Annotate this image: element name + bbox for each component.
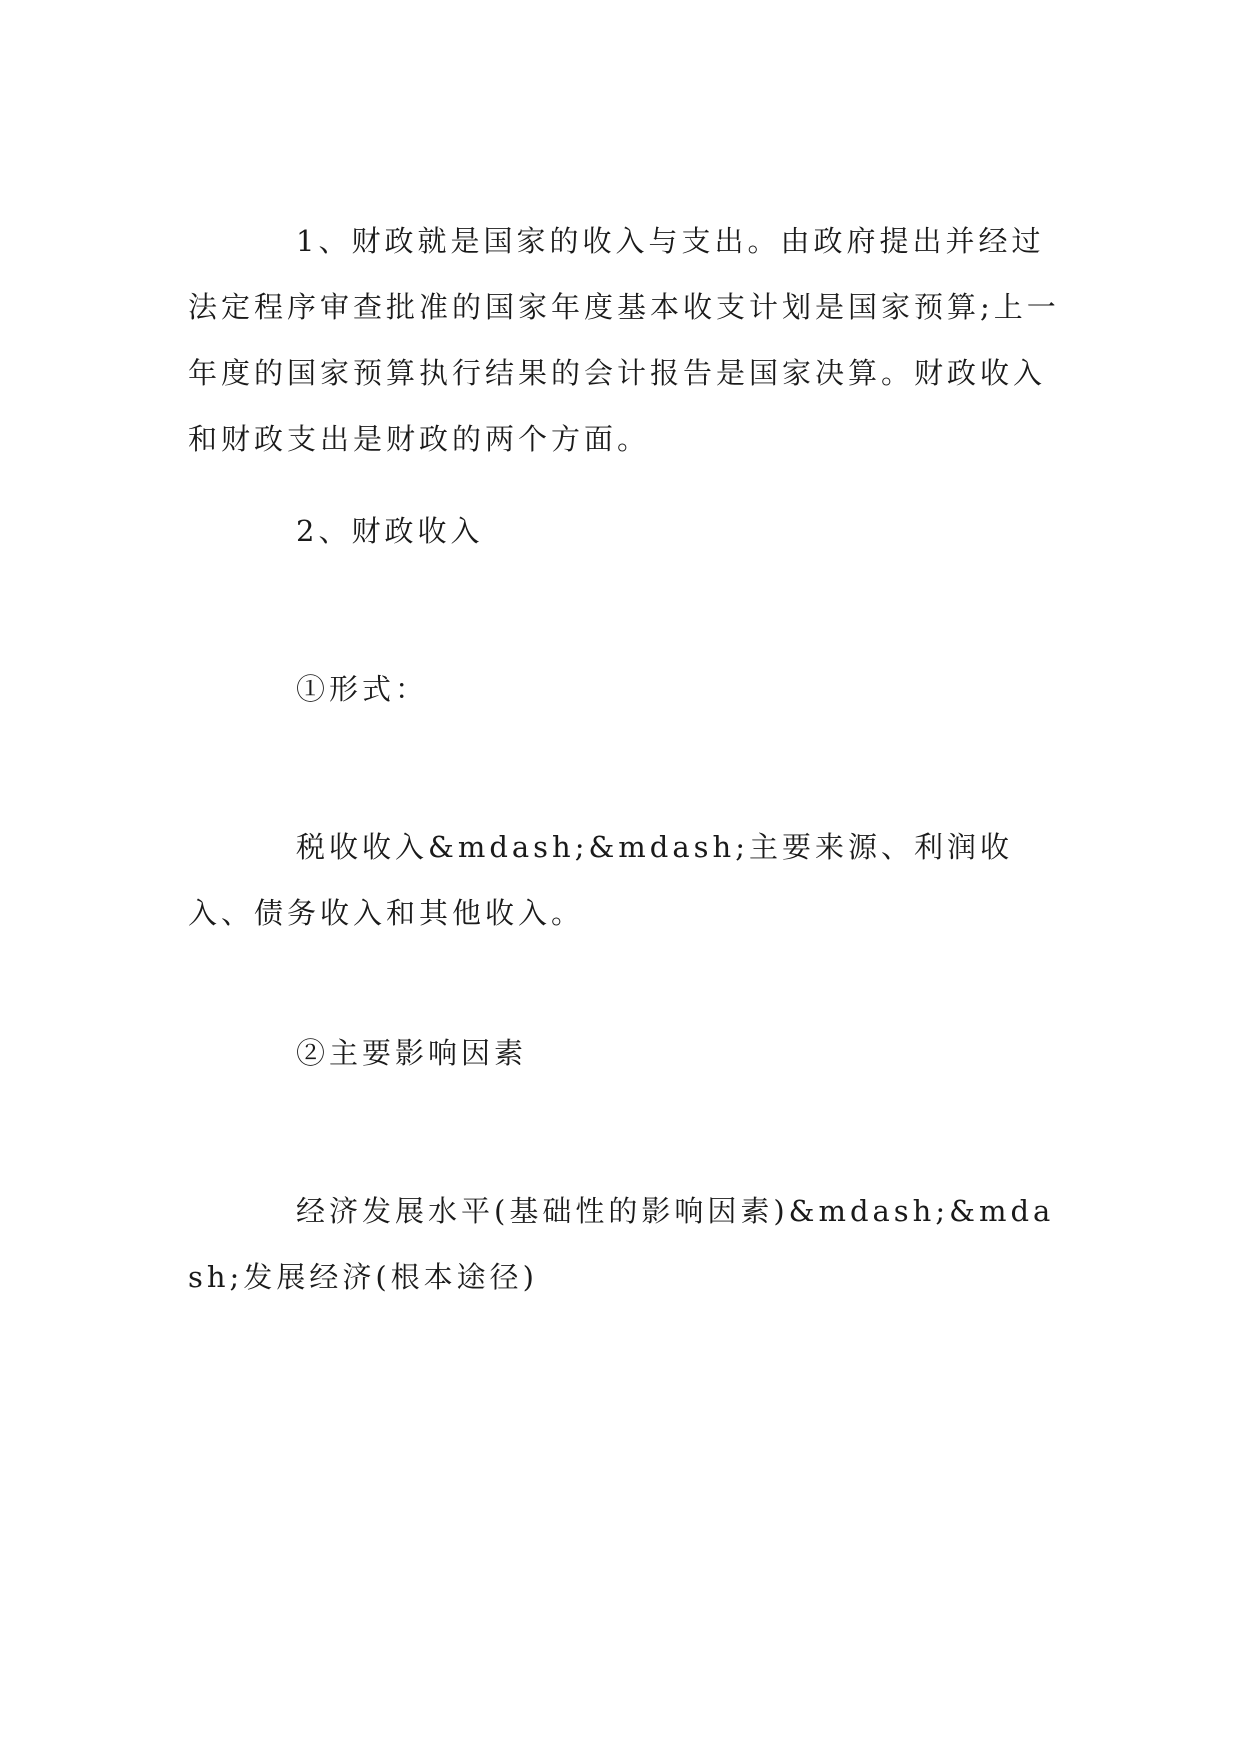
- heading-fiscal-revenue: 2、财政收入: [296, 514, 484, 548]
- paragraph-revenue-forms: 税收收入&mdash;&mdash;主要来源、利润收入、债务收入和其他收入。: [188, 830, 1013, 930]
- subheading-forms: ①形式：: [296, 672, 429, 706]
- subheading-main-factors: ②主要影响因素: [296, 1036, 528, 1070]
- paragraph-economic-development: 经济发展水平(基础性的影响因素)&mdash;&mdash;发展经济(根本途径): [188, 1194, 1055, 1294]
- paragraph-finance-definition: 1、财政就是国家的收入与支出。由政府提出并经过法定程序审查批准的国家年度基本收支计划是国家预算;上一年度的国家预算执行结果的会计报告是国家决算。财政收入和财政支出是财政的两个方面。: [188, 224, 1060, 456]
